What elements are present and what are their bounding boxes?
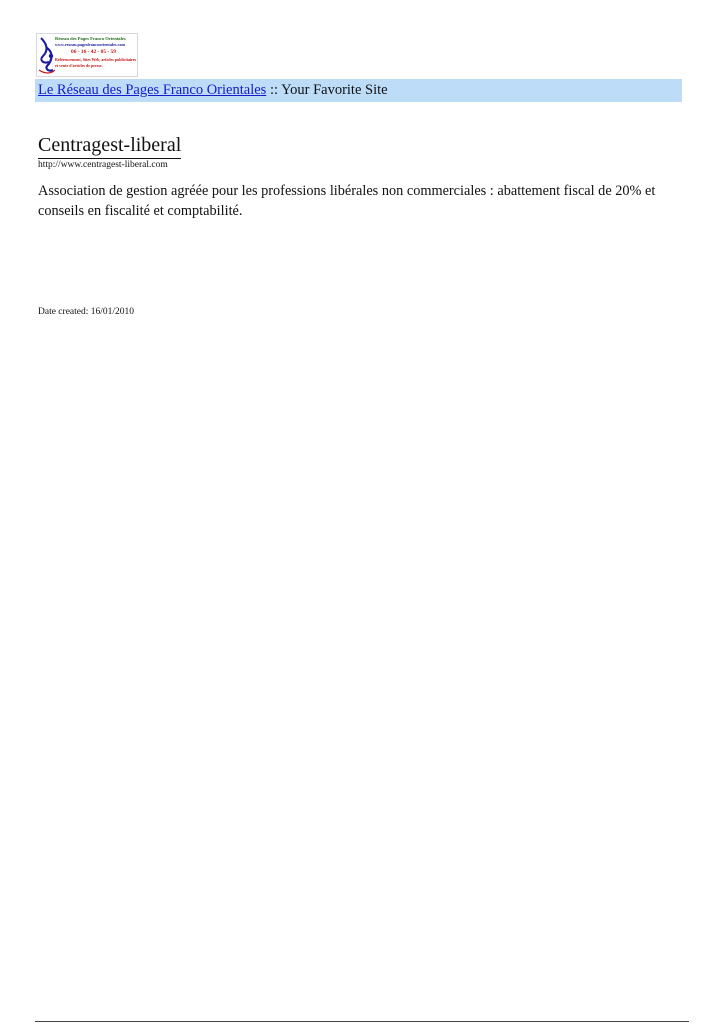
entry-description: Association de gestion agréée pour les professions libérales non commerciales : abattement fiscal de 20% et conseils en fiscalité et comptabilité.	[38, 183, 656, 219]
logo-line-services-2: et vente d'articles de presse.	[55, 63, 103, 68]
entry-url: http://www.centragest-liberal.com	[38, 160, 168, 170]
logo-line-url: www.reseau.pagesfrancoorientales.com	[55, 42, 126, 47]
logo-line-title: Réseau des Pages Franco Orientales	[55, 36, 126, 41]
home-link[interactable]: Le Réseau des Pages Franco Orientales	[38, 82, 267, 98]
banner-separator: ::	[266, 82, 282, 98]
logo-line-services: Référencement, Sites Web, articles publicitaires	[55, 57, 137, 62]
date-created: Date created: 16/01/2010	[38, 307, 135, 317]
footer-divider	[35, 1021, 689, 1022]
site-logo[interactable]	[36, 33, 138, 77]
page-title: Centragest-liberal	[38, 132, 181, 159]
logo-line-phone: 06 - 16 - 42 - 05 - 59	[71, 49, 116, 55]
banner-tagline: Your Favorite Site	[281, 82, 388, 98]
site-banner	[35, 79, 682, 102]
